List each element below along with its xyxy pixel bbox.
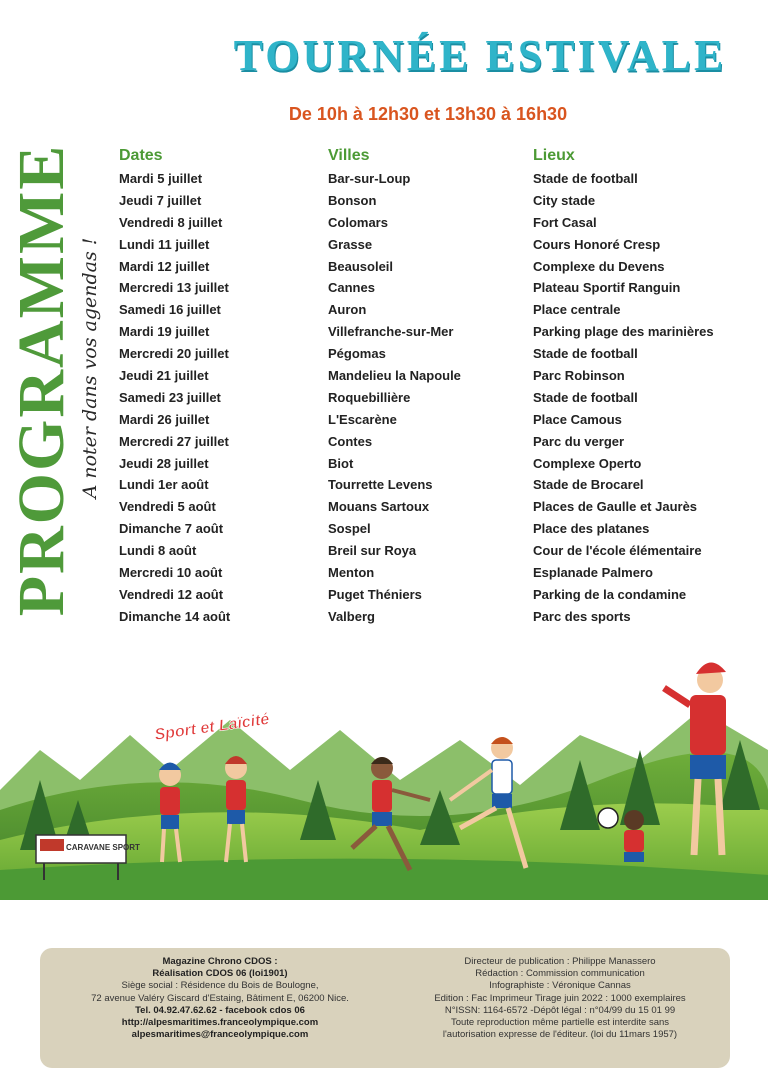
table-cell-lieu: Cours Honoré Cresp: [533, 236, 661, 252]
footer-line: Edition : Fac Imprimeur Tirage juin 2022 : 1000 exemplaires: [434, 992, 686, 1004]
table-cell-ville: Biot: [328, 455, 354, 471]
table-cell-lieu: Place Camous: [533, 411, 622, 427]
lieux-header: Lieux: [533, 147, 575, 164]
table-cell-ville: Menton: [328, 565, 375, 581]
table-cell-date: Mercredi 20 juillet: [119, 346, 229, 362]
table-cell-ville: Cannes: [328, 280, 375, 296]
villes-column: [328, 145, 528, 628]
dates-column: [119, 145, 309, 628]
table-cell-date: Jeudi 28 juillet: [119, 455, 209, 471]
footer-email-link[interactable]: alpesmaritimes@franceolympique.com: [131, 1029, 309, 1041]
table-cell-date: Vendredi 12 août: [119, 586, 224, 602]
table-cell-date: Lundi 8 août: [119, 543, 197, 559]
footer-panel: [40, 948, 730, 1068]
table-cell-date: Samedi 16 juillet: [119, 302, 221, 318]
footer-line: Siège social : Résidence du Bois de Boulogne,: [121, 980, 319, 992]
table-cell-ville: Colomars: [328, 214, 388, 230]
table-cell-ville: Contes: [328, 433, 373, 449]
table-cell-lieu: Place des platanes: [533, 521, 650, 537]
table-cell-ville: Mouans Sartoux: [328, 499, 430, 515]
table-cell-lieu: Esplanade Palmero: [533, 565, 653, 581]
table-cell-date: Vendredi 5 août: [119, 499, 216, 515]
table-cell-lieu: Plateau Sportif Ranguin: [533, 280, 681, 296]
footer-right: [400, 956, 720, 1041]
footer-line: Infographiste : Véronique Cannas: [489, 980, 631, 992]
table-cell-lieu: Stade de football: [533, 171, 638, 186]
table-cell-ville: Bar-sur-Loup: [328, 171, 411, 186]
side-agenda-note: A noter dans vos agendas !: [79, 237, 101, 499]
footer-line: N°ISSN: 1164-6572 -Dépôt légal : n°04/99 du 15 01 99: [444, 1004, 676, 1016]
svg-text:CARAVANE SPORT: CARAVANE SPORT: [66, 843, 140, 852]
table-cell-lieu: Stade de Brocarel: [533, 477, 644, 493]
dates-header: Dates: [119, 147, 163, 164]
table-cell-date: Mardi 19 juillet: [119, 324, 210, 340]
table-cell-lieu: Parc des sports: [533, 608, 631, 624]
footer-website-link[interactable]: http://alpesmaritimes.franceolympique.com: [121, 1017, 319, 1029]
table-cell-date: Lundi 1er août: [119, 477, 209, 493]
footer-left: [60, 956, 380, 1041]
table-cell-ville: Tourrette Levens: [328, 477, 433, 493]
hours-line: De 10h à 12h30 et 13h30 à 16h30: [288, 104, 568, 124]
footer-line: Magazine Chrono CDOS :: [162, 956, 278, 967]
table-cell-lieu: City stade: [533, 192, 596, 208]
table-cell-date: Vendredi 8 juillet: [119, 214, 223, 230]
table-cell-ville: Mandelieu la Napoule: [328, 368, 461, 384]
footer-line: Réalisation CDOS 06 (loi1901): [152, 968, 288, 980]
side-programme-title: PROGRAMME: [5, 143, 78, 617]
table-cell-date: Mercredi 27 juillet: [119, 433, 229, 449]
table-cell-ville: Sospel: [328, 521, 371, 537]
table-cell-lieu: Cour de l'école élémentaire: [533, 543, 702, 559]
table-cell-ville: Roquebillière: [328, 389, 411, 405]
footer-line: l'autorisation expresse de l'éditeur. (loi du 11mars 1957): [442, 1029, 678, 1041]
soccer-ball-icon: [598, 808, 618, 828]
table-cell-date: Dimanche 14 août: [119, 608, 231, 624]
table-cell-date: Mercredi 13 juillet: [119, 280, 229, 296]
table-cell-ville: L'Escarène: [328, 411, 397, 427]
page-title: TOURNÉE ESTIVALE: [233, 31, 727, 80]
table-cell-date: Samedi 23 juillet: [119, 389, 221, 405]
table-cell-ville: Puget Théniers: [328, 586, 422, 602]
table-cell-lieu: Parc Robinson: [533, 368, 625, 384]
table-cell-lieu: Places de Gaulle et Jaurès: [533, 499, 698, 515]
table-cell-ville: Pégomas: [328, 346, 386, 362]
footer-line: 72 avenue Valéry Giscard d'Estaing, Bâtiment E, 06200 Nice.: [91, 992, 349, 1004]
table-cell-date: Mardi 12 juillet: [119, 258, 210, 274]
table-cell-date: Jeudi 21 juillet: [119, 368, 209, 384]
table-cell-date: Mercredi 10 août: [119, 565, 223, 581]
table-cell-lieu: Stade de football: [533, 389, 638, 405]
footer-line: Directeur de publication : Philippe Manassero: [464, 956, 656, 967]
footer-line: Toute reproduction même partielle est interdite sans: [450, 1017, 670, 1029]
footer-line: Rédaction : Commission communication: [475, 968, 645, 980]
table-cell-ville: Auron: [328, 302, 367, 318]
table-cell-ville: Villefranche-sur-Mer: [328, 324, 454, 340]
table-cell-ville: Bonson: [328, 192, 377, 208]
table-cell-ville: Valberg: [328, 608, 375, 624]
table-cell-lieu: Fort Casal: [533, 214, 597, 230]
villes-header: Villes: [328, 147, 370, 164]
table-cell-date: Lundi 11 juillet: [119, 236, 210, 252]
sport-laicite-badge: Sport et Laïcité: [153, 710, 271, 744]
table-cell-date: Mardi 26 juillet: [119, 411, 210, 427]
table-cell-date: Mardi 5 juillet: [119, 171, 203, 186]
table-cell-date: Dimanche 7 août: [119, 521, 224, 537]
table-cell-ville: Grasse: [328, 236, 373, 252]
lieux-column: [533, 145, 763, 628]
table-cell-lieu: Place centrale: [533, 302, 621, 318]
table-cell-lieu: Complexe du Devens: [533, 258, 665, 274]
table-cell-lieu: Complexe Operto: [533, 455, 642, 471]
footer-line: Tel. 04.92.47.62.62 - facebook cdos 06: [135, 1004, 305, 1016]
table-cell-ville: Beausoleil: [328, 258, 394, 274]
table-cell-date: Jeudi 7 juillet: [119, 192, 202, 208]
table-cell-lieu: Parc du verger: [533, 433, 625, 449]
table-cell-lieu: Stade de football: [533, 346, 638, 362]
table-cell-lieu: Parking plage des marinières: [533, 324, 714, 340]
table-cell-ville: Breil sur Roya: [328, 543, 417, 559]
table-cell-lieu: Parking de la condamine: [533, 586, 687, 602]
sports-illustration: [0, 640, 768, 900]
